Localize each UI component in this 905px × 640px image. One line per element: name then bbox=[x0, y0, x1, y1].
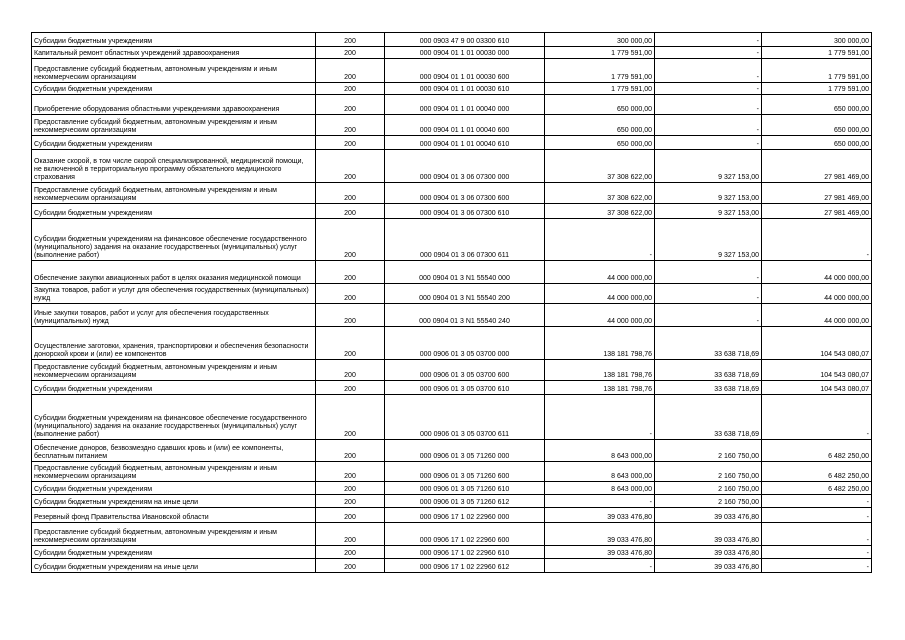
table-row bbox=[32, 440, 872, 462]
row-plan: 37 308 622,00 bbox=[545, 150, 655, 183]
row-kbk: 000 0904 01 1 01 00040 600 bbox=[385, 115, 545, 136]
row-kbk: 000 0904 01 1 01 00040 000 bbox=[385, 95, 545, 115]
row-code: 200 bbox=[316, 261, 385, 284]
row-code: 200 bbox=[316, 559, 385, 573]
row-plan: 300 000,00 bbox=[545, 33, 655, 47]
table-row bbox=[32, 59, 872, 83]
row-rest: - bbox=[762, 495, 872, 508]
row-name: Оказание скорой, в том числе скорой специализированной, медицинской помощи, не включенной в территориальную программу обязательного медицинского страхования bbox=[32, 150, 316, 183]
table-row bbox=[32, 381, 872, 395]
row-exec: 39 033 476,80 bbox=[655, 508, 762, 523]
row-kbk: 000 0904 01 3 N1 55540 200 bbox=[385, 284, 545, 304]
table-row bbox=[32, 559, 872, 573]
row-exec: 9 327 153,00 bbox=[655, 219, 762, 261]
row-kbk: 000 0904 01 3 06 07300 600 bbox=[385, 183, 545, 204]
row-name: Обеспечение доноров, безвозмездно сдавших кровь и (или) ее компоненты, бесплатным питанием bbox=[32, 440, 316, 462]
table-row bbox=[32, 284, 872, 304]
row-code: 200 bbox=[316, 523, 385, 546]
row-kbk: 000 0906 01 3 05 71260 610 bbox=[385, 482, 545, 495]
row-exec: 33 638 718,69 bbox=[655, 395, 762, 440]
row-name: Резервный фонд Правительства Ивановской области bbox=[32, 508, 316, 523]
row-plan: 8 643 000,00 bbox=[545, 440, 655, 462]
table-row bbox=[32, 115, 872, 136]
row-code: 200 bbox=[316, 360, 385, 381]
table-row bbox=[32, 33, 872, 47]
row-kbk: 000 0906 17 1 02 22960 610 bbox=[385, 546, 545, 559]
table-row bbox=[32, 395, 872, 440]
row-kbk: 000 0903 47 9 00 03300 610 bbox=[385, 33, 545, 47]
row-rest: 1 779 591,00 bbox=[762, 83, 872, 95]
row-name: Предоставление субсидий бюджетным, автономным учреждениям и иным некоммерческим организациям bbox=[32, 523, 316, 546]
row-exec: - bbox=[655, 115, 762, 136]
row-rest: - bbox=[762, 546, 872, 559]
table-row bbox=[32, 546, 872, 559]
row-code: 200 bbox=[316, 462, 385, 482]
row-name: Субсидии бюджетным учреждениям на финансовое обеспечение государственного (муниципального) задания на оказание государственных (муниципальных) услуг (выполнение работ) bbox=[32, 219, 316, 261]
row-code: 200 bbox=[316, 33, 385, 47]
table-row bbox=[32, 304, 872, 327]
row-exec: - bbox=[655, 33, 762, 47]
table-row bbox=[32, 261, 872, 284]
row-rest: 6 482 250,00 bbox=[762, 462, 872, 482]
row-exec: 39 033 476,80 bbox=[655, 523, 762, 546]
row-code: 200 bbox=[316, 47, 385, 59]
row-rest: 650 000,00 bbox=[762, 136, 872, 150]
table-row bbox=[32, 47, 872, 59]
row-exec: 39 033 476,80 bbox=[655, 546, 762, 559]
row-name: Осуществление заготовки, хранения, транспортировки и обеспечения безопасности донорской крови и (или) ее компонентов bbox=[32, 327, 316, 360]
row-rest: 650 000,00 bbox=[762, 115, 872, 136]
row-kbk: 000 0904 01 3 N1 55540 240 bbox=[385, 304, 545, 327]
row-code: 200 bbox=[316, 136, 385, 150]
row-rest: 44 000 000,00 bbox=[762, 284, 872, 304]
row-kbk: 000 0906 01 3 05 71260 000 bbox=[385, 440, 545, 462]
row-exec: - bbox=[655, 83, 762, 95]
row-rest: 27 981 469,00 bbox=[762, 204, 872, 219]
row-kbk: 000 0904 01 1 01 00040 610 bbox=[385, 136, 545, 150]
row-name: Субсидии бюджетным учреждениям на иные цели bbox=[32, 495, 316, 508]
row-name: Субсидии бюджетным учреждениям bbox=[32, 83, 316, 95]
row-exec: - bbox=[655, 284, 762, 304]
row-code: 200 bbox=[316, 115, 385, 136]
row-plan: - bbox=[545, 495, 655, 508]
row-plan: 650 000,00 bbox=[545, 136, 655, 150]
row-rest: - bbox=[762, 508, 872, 523]
row-exec: 9 327 153,00 bbox=[655, 183, 762, 204]
row-kbk: 000 0906 01 3 05 03700 610 bbox=[385, 381, 545, 395]
row-exec: 33 638 718,69 bbox=[655, 360, 762, 381]
row-kbk: 000 0906 01 3 05 71260 612 bbox=[385, 495, 545, 508]
row-exec: 9 327 153,00 bbox=[655, 204, 762, 219]
table-row bbox=[32, 183, 872, 204]
row-rest: 104 543 080,07 bbox=[762, 360, 872, 381]
row-code: 200 bbox=[316, 440, 385, 462]
row-name: Капитальный ремонт областных учреждений здравоохранения bbox=[32, 47, 316, 59]
row-code: 200 bbox=[316, 150, 385, 183]
row-rest: 650 000,00 bbox=[762, 95, 872, 115]
row-rest: 44 000 000,00 bbox=[762, 304, 872, 327]
row-plan: 138 181 798,76 bbox=[545, 381, 655, 395]
row-plan: 37 308 622,00 bbox=[545, 183, 655, 204]
row-plan: 650 000,00 bbox=[545, 95, 655, 115]
row-rest: - bbox=[762, 559, 872, 573]
row-exec: - bbox=[655, 304, 762, 327]
row-code: 200 bbox=[316, 381, 385, 395]
row-exec: 2 160 750,00 bbox=[655, 440, 762, 462]
budget-table bbox=[31, 32, 872, 573]
row-kbk: 000 0906 17 1 02 22960 600 bbox=[385, 523, 545, 546]
row-plan: 1 779 591,00 bbox=[545, 83, 655, 95]
row-exec: 39 033 476,80 bbox=[655, 559, 762, 573]
row-plan: 650 000,00 bbox=[545, 115, 655, 136]
row-plan: 39 033 476,80 bbox=[545, 546, 655, 559]
row-code: 200 bbox=[316, 59, 385, 83]
table-row bbox=[32, 136, 872, 150]
row-kbk: 000 0906 01 3 05 03700 611 bbox=[385, 395, 545, 440]
table-row bbox=[32, 508, 872, 523]
row-rest: 44 000 000,00 bbox=[762, 261, 872, 284]
row-code: 200 bbox=[316, 327, 385, 360]
row-kbk: 000 0906 01 3 05 71260 600 bbox=[385, 462, 545, 482]
row-code: 200 bbox=[316, 495, 385, 508]
row-plan: 39 033 476,80 bbox=[545, 523, 655, 546]
row-name: Субсидии бюджетным учреждениям на финансовое обеспечение государственного (муниципального) задания на оказание государственных (муниципальных) услуг (выполнение работ) bbox=[32, 395, 316, 440]
row-name: Субсидии бюджетным учреждениям bbox=[32, 482, 316, 495]
row-exec: - bbox=[655, 136, 762, 150]
row-kbk: 000 0904 01 3 N1 55540 000 bbox=[385, 261, 545, 284]
row-plan: 138 181 798,76 bbox=[545, 327, 655, 360]
row-name: Субсидии бюджетным учреждениям bbox=[32, 204, 316, 219]
table-row bbox=[32, 523, 872, 546]
row-name: Предоставление субсидий бюджетным, автономным учреждениям и иным некоммерческим организациям bbox=[32, 115, 316, 136]
row-code: 200 bbox=[316, 395, 385, 440]
row-exec: 2 160 750,00 bbox=[655, 462, 762, 482]
row-plan: - bbox=[545, 559, 655, 573]
row-rest: 6 482 250,00 bbox=[762, 440, 872, 462]
row-plan: 1 779 591,00 bbox=[545, 47, 655, 59]
row-exec: 33 638 718,69 bbox=[655, 381, 762, 395]
row-name: Закупка товаров, работ и услуг для обеспечения государственных (муниципальных) нужд bbox=[32, 284, 316, 304]
row-code: 200 bbox=[316, 219, 385, 261]
row-rest: - bbox=[762, 523, 872, 546]
row-plan: 8 643 000,00 bbox=[545, 482, 655, 495]
row-kbk: 000 0904 01 1 01 00030 600 bbox=[385, 59, 545, 83]
row-code: 200 bbox=[316, 83, 385, 95]
row-name: Иные закупки товаров, работ и услуг для обеспечения государственных (муниципальных) нужд bbox=[32, 304, 316, 327]
row-rest: - bbox=[762, 395, 872, 440]
row-rest: - bbox=[762, 219, 872, 261]
row-code: 200 bbox=[316, 508, 385, 523]
row-code: 200 bbox=[316, 183, 385, 204]
row-rest: 1 779 591,00 bbox=[762, 59, 872, 83]
row-name: Субсидии бюджетным учреждениям bbox=[32, 546, 316, 559]
row-plan: - bbox=[545, 219, 655, 261]
row-rest: 1 779 591,00 bbox=[762, 47, 872, 59]
row-rest: 27 981 469,00 bbox=[762, 150, 872, 183]
row-plan: 39 033 476,80 bbox=[545, 508, 655, 523]
row-plan: 138 181 798,76 bbox=[545, 360, 655, 381]
table-row bbox=[32, 495, 872, 508]
row-name: Субсидии бюджетным учреждениям bbox=[32, 136, 316, 150]
row-kbk: 000 0906 01 3 05 03700 600 bbox=[385, 360, 545, 381]
table-row bbox=[32, 327, 872, 360]
row-exec: - bbox=[655, 47, 762, 59]
table-row bbox=[32, 482, 872, 495]
row-name: Предоставление субсидий бюджетным, автономным учреждениям и иным некоммерческим организациям bbox=[32, 59, 316, 83]
row-exec: 33 638 718,69 bbox=[655, 327, 762, 360]
row-exec: 2 160 750,00 bbox=[655, 482, 762, 495]
row-plan: 37 308 622,00 bbox=[545, 204, 655, 219]
row-name: Предоставление субсидий бюджетным, автономным учреждениям и иным некоммерческим организациям bbox=[32, 183, 316, 204]
row-plan: 8 643 000,00 bbox=[545, 462, 655, 482]
row-plan: 1 779 591,00 bbox=[545, 59, 655, 83]
row-kbk: 000 0904 01 3 06 07300 611 bbox=[385, 219, 545, 261]
row-plan: 44 000 000,00 bbox=[545, 304, 655, 327]
table-row bbox=[32, 83, 872, 95]
row-code: 200 bbox=[316, 546, 385, 559]
row-plan: 44 000 000,00 bbox=[545, 261, 655, 284]
table-row bbox=[32, 462, 872, 482]
row-kbk: 000 0906 17 1 02 22960 612 bbox=[385, 559, 545, 573]
row-rest: 6 482 250,00 bbox=[762, 482, 872, 495]
table-row bbox=[32, 95, 872, 115]
row-name: Субсидии бюджетным учреждениям на иные цели bbox=[32, 559, 316, 573]
table-row bbox=[32, 360, 872, 381]
row-name: Приобретение оборудования областными учреждениями здравоохранения bbox=[32, 95, 316, 115]
row-exec: - bbox=[655, 261, 762, 284]
row-name: Субсидии бюджетным учреждениям bbox=[32, 33, 316, 47]
budget-table-body bbox=[32, 33, 872, 573]
table-row bbox=[32, 204, 872, 219]
row-exec: 9 327 153,00 bbox=[655, 150, 762, 183]
row-code: 200 bbox=[316, 95, 385, 115]
row-exec: 2 160 750,00 bbox=[655, 495, 762, 508]
row-rest: 104 543 080,07 bbox=[762, 327, 872, 360]
row-exec: - bbox=[655, 59, 762, 83]
row-name: Обеспечение закупки авиационных работ в целях оказания медицинской помощи bbox=[32, 261, 316, 284]
table-row bbox=[32, 219, 872, 261]
row-code: 200 bbox=[316, 482, 385, 495]
row-kbk: 000 0904 01 3 06 07300 610 bbox=[385, 204, 545, 219]
row-rest: 300 000,00 bbox=[762, 33, 872, 47]
row-exec: - bbox=[655, 95, 762, 115]
row-kbk: 000 0904 01 1 01 00030 610 bbox=[385, 83, 545, 95]
row-kbk: 000 0904 01 1 01 00030 000 bbox=[385, 47, 545, 59]
row-code: 200 bbox=[316, 204, 385, 219]
row-kbk: 000 0906 01 3 05 03700 000 bbox=[385, 327, 545, 360]
row-name: Предоставление субсидий бюджетным, автономным учреждениям и иным некоммерческим организациям bbox=[32, 462, 316, 482]
row-kbk: 000 0906 17 1 02 22960 000 bbox=[385, 508, 545, 523]
row-plan: 44 000 000,00 bbox=[545, 284, 655, 304]
table-row bbox=[32, 150, 872, 183]
row-code: 200 bbox=[316, 304, 385, 327]
row-name: Субсидии бюджетным учреждениям bbox=[32, 381, 316, 395]
row-rest: 104 543 080,07 bbox=[762, 381, 872, 395]
row-rest: 27 981 469,00 bbox=[762, 183, 872, 204]
row-kbk: 000 0904 01 3 06 07300 000 bbox=[385, 150, 545, 183]
row-name: Предоставление субсидий бюджетным, автономным учреждениям и иным некоммерческим организациям bbox=[32, 360, 316, 381]
row-code: 200 bbox=[316, 284, 385, 304]
row-plan: - bbox=[545, 395, 655, 440]
